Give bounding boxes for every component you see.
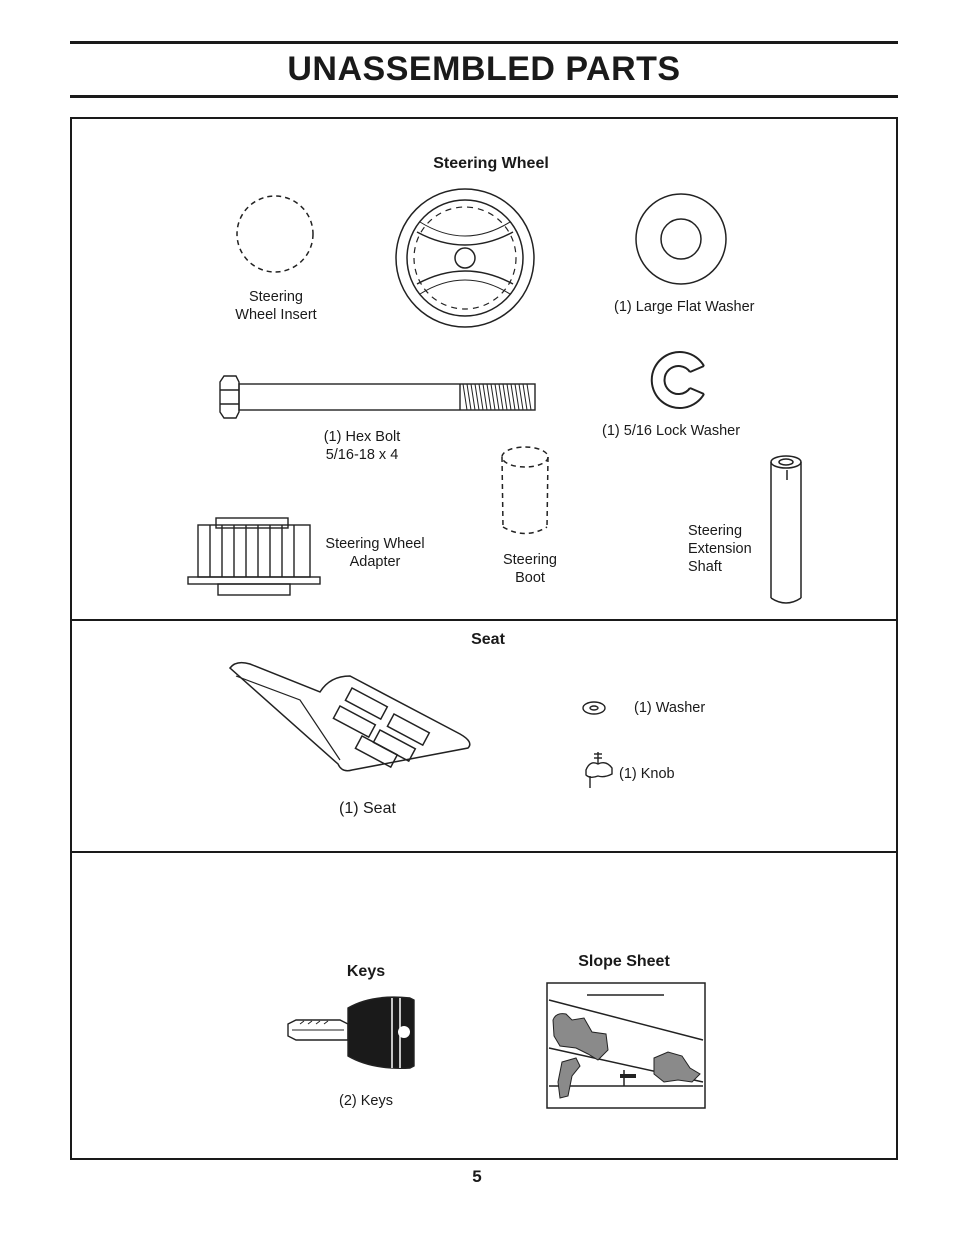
knob-label: (1) Knob [619, 766, 675, 782]
washer-icon [583, 702, 605, 714]
lock-washer-icon [652, 352, 704, 408]
steering-extension-shaft-label: Steering Extension Shaft [688, 523, 752, 575]
steering-wheel-icon [396, 189, 534, 327]
keys-label: (2) Keys [339, 1093, 393, 1109]
hex-bolt-threads [463, 384, 531, 410]
seat-heading: Seat [471, 631, 505, 648]
slope-sheet-icon [547, 983, 705, 1108]
keys-heading: Keys [346, 963, 386, 980]
steering-wheel-heading: Steering Wheel [433, 155, 549, 172]
steering-wheel-insert-icon [237, 196, 313, 272]
steering-boot-icon [502, 447, 548, 534]
page-title: UNASSEMBLED PARTS [287, 50, 681, 88]
large-flat-washer-label: (1) Large Flat Washer [614, 299, 755, 315]
seat-label: (1) Seat [339, 800, 396, 817]
steering-boot-label: Steering Boot [502, 552, 557, 586]
page-number: 5 [472, 1167, 482, 1186]
steering-wheel-adapter-label: Steering Wheel Adapter [325, 536, 425, 570]
slope-sheet-heading: Slope Sheet [578, 953, 670, 970]
large-flat-washer-icon [636, 194, 726, 284]
seat-icon [230, 663, 470, 771]
key-icon [288, 997, 414, 1068]
hex-bolt-icon [220, 376, 535, 418]
washer-label: (1) Washer [634, 700, 706, 716]
steering-wheel-adapter-icon [188, 518, 320, 595]
hex-bolt-label: (1) Hex Bolt 5/16-18 x 4 [323, 429, 401, 463]
lock-washer-label: (1) 5/16 Lock Washer [602, 423, 741, 439]
steering-wheel-insert-label: Steering Wheel Insert [235, 289, 317, 323]
knob-icon [586, 752, 612, 788]
